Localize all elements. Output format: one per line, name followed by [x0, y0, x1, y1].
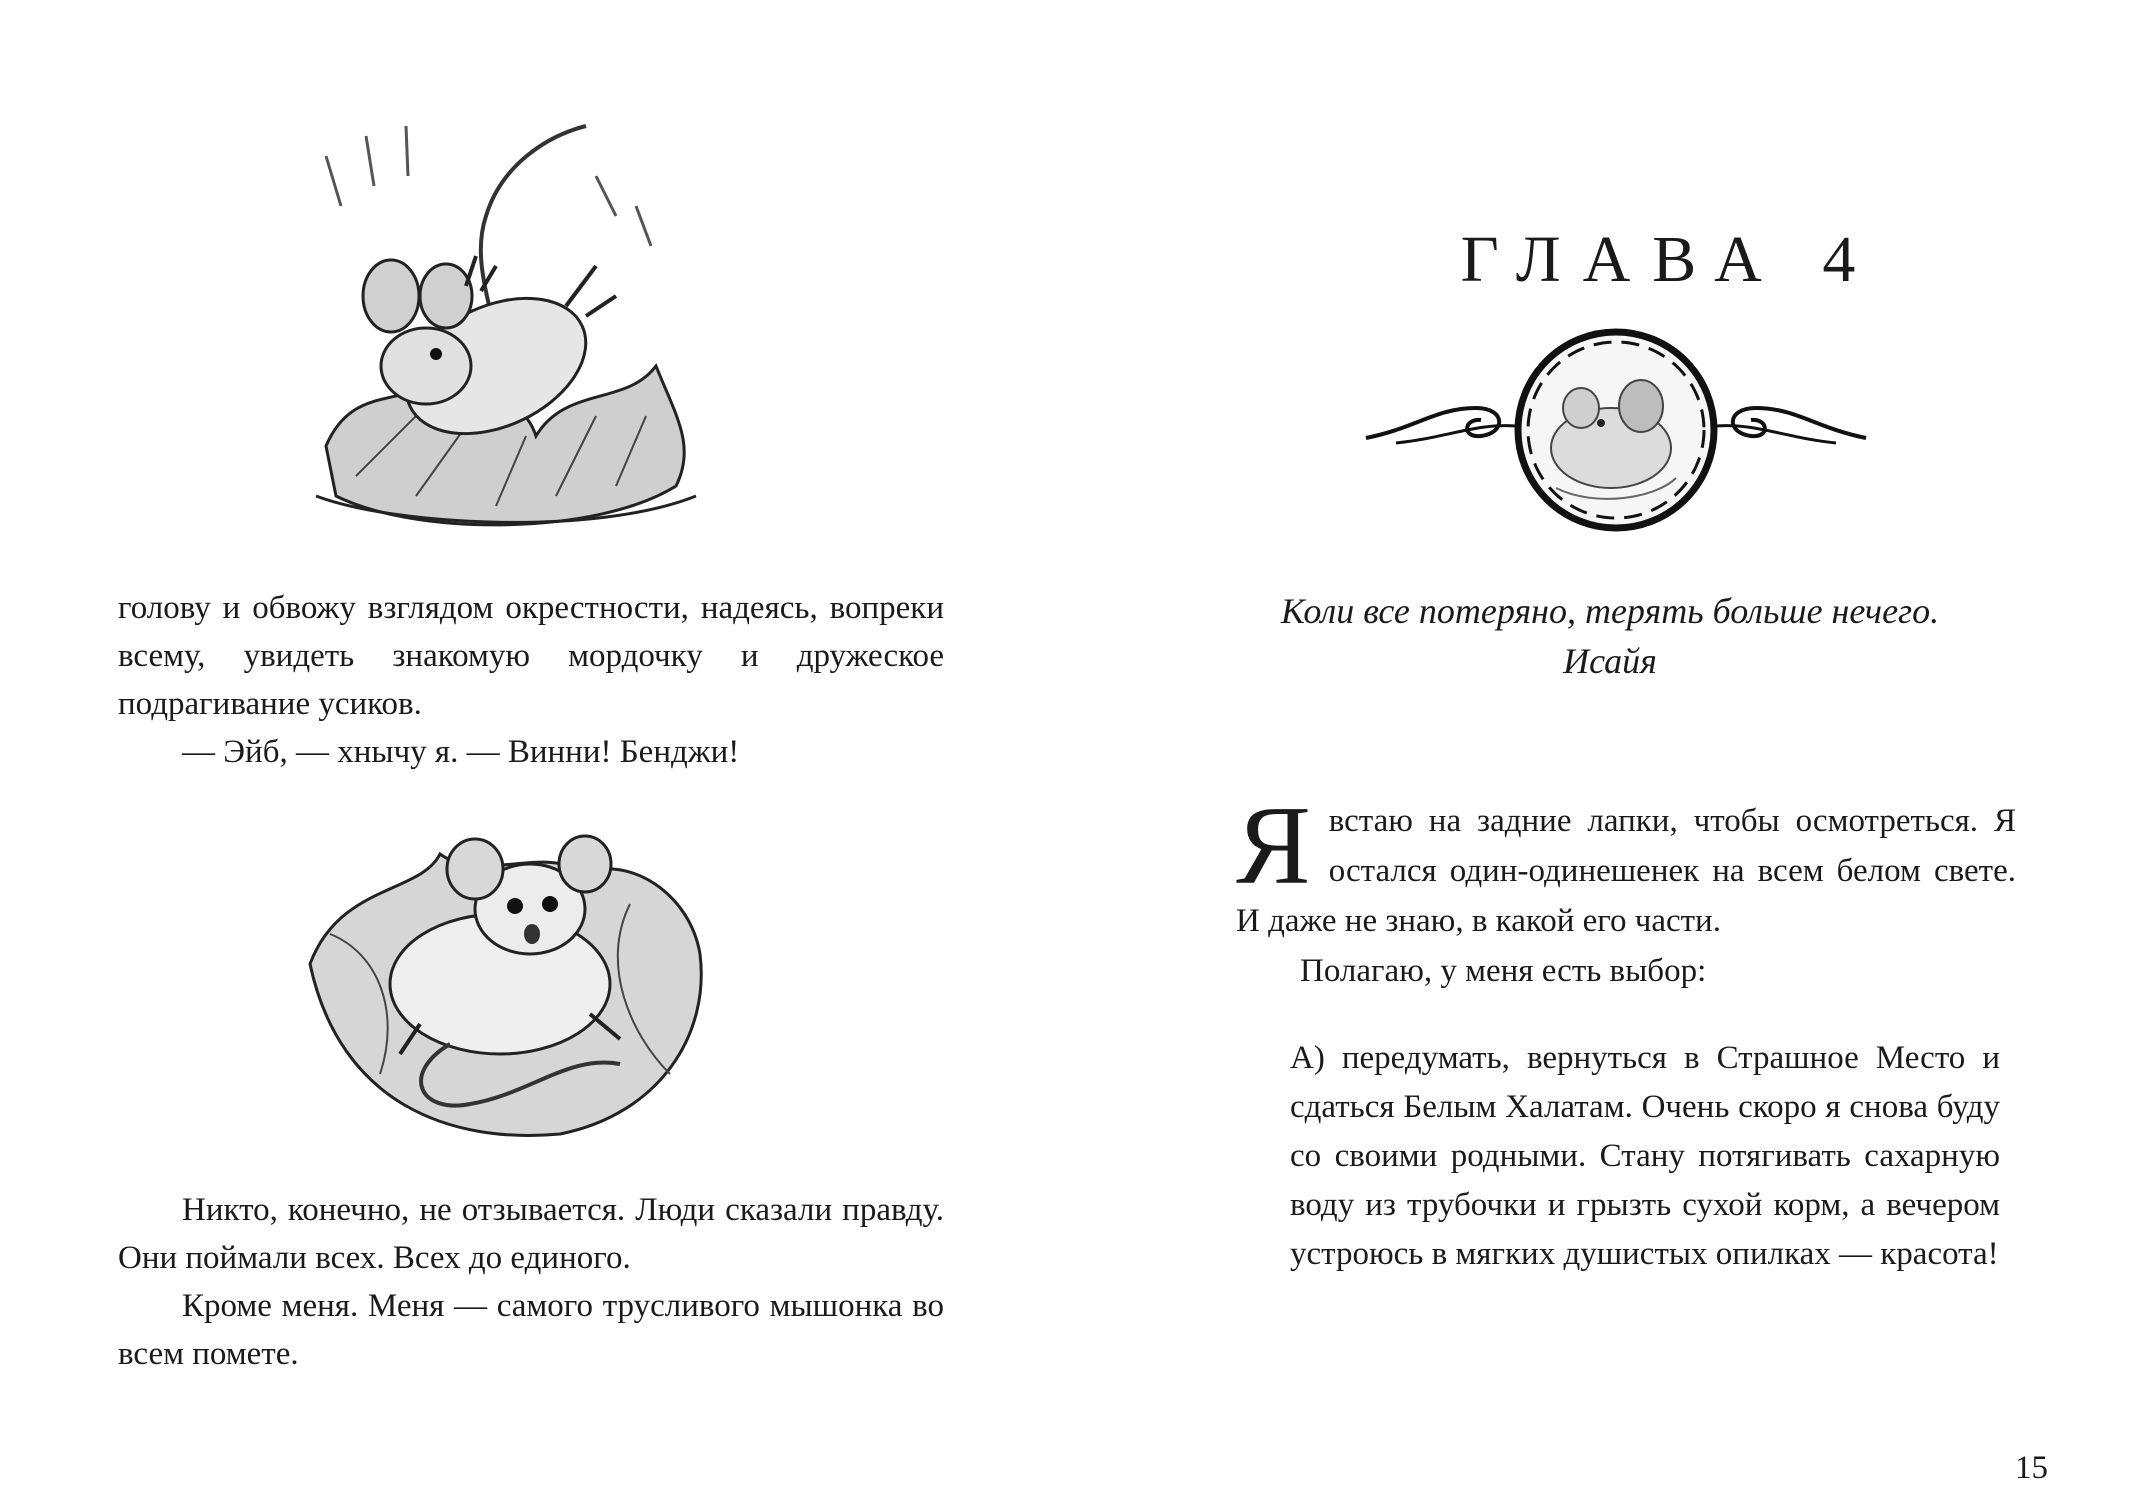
chapter-emblem — [1356, 308, 1876, 548]
mouse-lying-on-leaves-icon — [300, 814, 720, 1144]
left-text-bottom — [118, 1186, 944, 1378]
right-text — [1236, 784, 2016, 996]
paragraph: — Эйб, — хнычу я. — Винни! Бенджи! — [182, 734, 740, 770]
paragraph: Полагаю, у меня есть выбор: — [1300, 953, 1707, 989]
paragraph: Никто, конечно, не отзывается. Люди сказали правду. Они поймали всех. Всех до единого. — [118, 1192, 944, 1276]
chapter-title: ГЛАВА 4 — [1460, 223, 1878, 296]
ornate-frame-mouse-icon — [1356, 308, 1876, 548]
choice-list — [1290, 1034, 2000, 1279]
page-number: 15 — [2015, 1450, 2048, 1486]
epigraph-author: Исайя — [1563, 641, 1657, 681]
mouse-falling-into-leaves-icon — [296, 116, 716, 552]
mouse-falling-illustration — [296, 116, 716, 552]
paragraph: Кроме меня. Меня — самого трусливого мышонка во всем помете. — [118, 1288, 944, 1372]
left-text-top — [118, 584, 944, 776]
epigraph — [1200, 586, 2020, 686]
list-item-a: А) передумать, вернуться в Страшное Место и сдаться Белым Халатам. Очень скоро я снова буду со своими родными. Стану потягивать сахарную воду из трубочки и грызть сухой корм, а вечером устроюсь в мягких душистых опилках — красота! — [1290, 1040, 2000, 1272]
paragraph: встаю на задние лапки, чтобы осмотреться. Я остался один-одинешенек на всем белом свете. И даже не знаю, в какой его части. — [1236, 803, 2016, 939]
paragraph: голову и обвожу взглядом окрестности, надеясь, вопреки всему, увидеть знакомую мордочку и дружеское подрагивание усиков. — [118, 590, 944, 722]
epigraph-quote: Коли все потеряно, терять больше нечего. — [1280, 591, 1940, 631]
paragraph-with-dropcap — [1236, 784, 2016, 946]
mouse-lying-illustration — [300, 814, 720, 1144]
drop-cap: Я — [1236, 784, 1311, 908]
